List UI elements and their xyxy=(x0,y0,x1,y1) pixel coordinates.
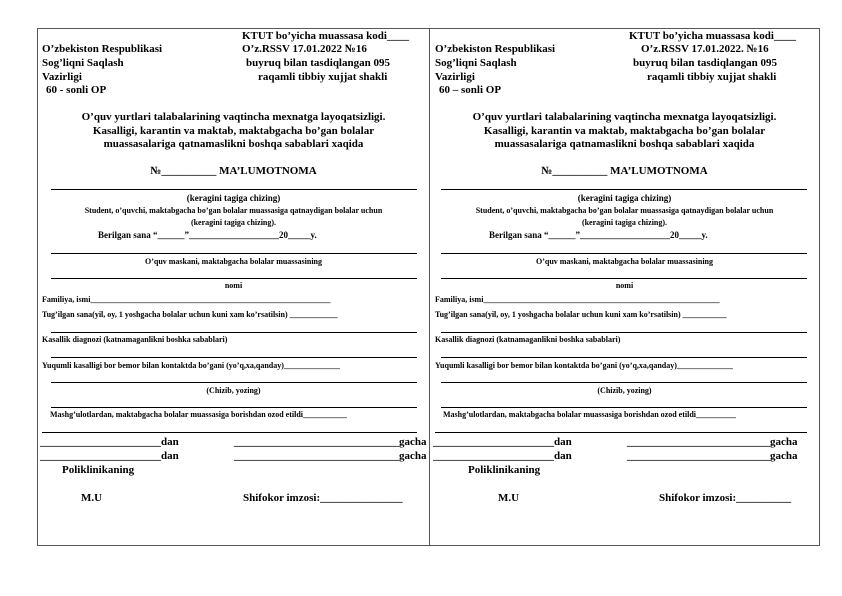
order-line-3: raqamli tibbiy xujjat shakli xyxy=(647,71,777,83)
blank-line xyxy=(441,278,807,279)
panel-divider xyxy=(429,28,430,546)
ktut-code: KTUT bo’yicha muassasa kodi____ xyxy=(629,30,796,42)
period-from-1: ______________________dan xyxy=(433,436,572,448)
name-label: nomi xyxy=(615,281,634,290)
period-from-1: ______________________dan xyxy=(40,436,179,448)
student-line: Student, o’quvchi, maktabgacha bo’gan bolalar muassasiga qatnaydigan bolalar uchun xyxy=(475,206,774,215)
blank-line xyxy=(51,253,417,254)
title-line-3: muassasalariga qatnamaslikni boshqa sabablari xaqida xyxy=(103,138,364,150)
org-line-2: Sog’liqni Saqlash xyxy=(42,57,124,69)
underline-note: (keragini tagiga chizing). xyxy=(581,218,668,227)
clinic-label: Poliklinikaning xyxy=(62,464,135,476)
order-line-2: buyruq bilan tasdiqlangan 095 xyxy=(246,57,390,69)
seal-label: M.U xyxy=(81,492,103,504)
blank-line xyxy=(51,382,417,383)
seal-label: M.U xyxy=(498,492,520,504)
form-panel-left xyxy=(38,28,429,546)
period-to-1: __________________________gacha xyxy=(627,436,798,448)
blank-line xyxy=(42,432,417,433)
blank-line xyxy=(441,189,807,190)
form-number: 60 – sonli OP xyxy=(439,84,502,96)
blank-line xyxy=(441,407,807,408)
period-to-1: ______________________________gacha xyxy=(234,436,427,448)
blank-line xyxy=(51,189,417,190)
release-field: Mashg’ulotlardan, maktabgacha bolalar muassasiga borishdan ozod etildi___________ xyxy=(50,410,348,419)
diagnosis-label: Kasallik diagnozi (katnamaganlikni boshka sabablari) xyxy=(42,335,228,344)
fullname-field: Familiya, ismi____________________________________________________________ xyxy=(42,295,331,304)
blank-line xyxy=(51,278,417,279)
title-line-2: Kasalligi, karantin va maktab, maktabgacha bo’gan bolalar xyxy=(483,125,766,137)
doctor-signature: Shifokor imzosi:_______________ xyxy=(243,492,403,504)
blank-line xyxy=(51,357,417,358)
strike-note: (keragini tagiga chizing) xyxy=(186,193,281,203)
title-line-1: O’quv yurtlari talabalarining vaqtincha mexnatga layoqatsizligi. xyxy=(472,111,777,123)
form-panel-right xyxy=(431,28,822,546)
blank-line xyxy=(441,357,807,358)
contact-field: Yuqumli kasalligi bor bemor bilan kontaktda bo’gani (yo’q,xa,qanday)______________ xyxy=(435,361,733,370)
release-field: Mashg’ulotlardan, maktabgacha bolalar muassasiga borishdan ozod etildi__________ xyxy=(443,410,737,419)
certificate-title: №__________ MA’LUMOTNOMA xyxy=(541,165,708,177)
period-to-2: __________________________gacha xyxy=(627,450,798,462)
strike-note: (keragini tagiga chizing) xyxy=(577,193,672,203)
diagnosis-label: Kasallik diagnozi (katnamaganlikni boshka sabablari) xyxy=(435,335,621,344)
institution-label: O’quv maskani, maktabgacha bolalar muassasining xyxy=(144,257,322,266)
strike-write-note: (Chizib, yozing) xyxy=(597,386,652,395)
blank-line xyxy=(441,253,807,254)
doctor-signature: Shifokor imzosi:__________ xyxy=(659,492,792,504)
order-line-1: O’z.RSSV 17.01.2022 №16 xyxy=(242,43,367,55)
blank-line xyxy=(441,382,807,383)
form-number: 60 - sonli OP xyxy=(46,84,107,96)
order-line-2: buyruq bilan tasdiqlangan 095 xyxy=(633,57,777,69)
period-to-2: ______________________________gacha xyxy=(234,450,427,462)
org-line-1: O’zbekiston Respublikasi xyxy=(42,43,163,55)
org-line-3: Vazirligi xyxy=(435,71,475,83)
period-from-2: ______________________dan xyxy=(40,450,179,462)
student-line: Student, o’quvchi, maktabgacha bo’gan bolalar muassasiga qatnaydigan bolalar uchun xyxy=(84,206,383,215)
blank-line xyxy=(441,332,807,333)
blank-line xyxy=(51,407,417,408)
underline-note: (keragini tagiga chizing). xyxy=(190,218,277,227)
order-line-3: raqamli tibbiy xujjat shakli xyxy=(258,71,388,83)
org-line-1: O’zbekiston Respublikasi xyxy=(435,43,556,55)
period-from-2: ______________________dan xyxy=(433,450,572,462)
institution-label: O’quv maskani, maktabgacha bolalar muassasining xyxy=(535,257,713,266)
birth-date-field: Tug’ilgan sana(yil, oy, 1 yoshgacha bolalar uchun kuni xam ko’rsatilsin) ___________ xyxy=(435,310,727,319)
issued-date: Berilgan sana “______”____________________20_____y. xyxy=(489,230,708,240)
certificate-title: №__________ MA’LUMOTNOMA xyxy=(150,165,317,177)
fullname-field: Familiya, ismi___________________________________________________________ xyxy=(435,295,720,304)
order-line-1: O’z.RSSV 17.01.2022. №16 xyxy=(641,43,769,55)
title-line-1: O’quv yurtlari talabalarining vaqtincha mexnatga layoqatsizligi. xyxy=(81,111,386,123)
ktut-code: KTUT bo’yicha muassasa kodi____ xyxy=(242,30,409,42)
blank-line xyxy=(435,432,807,433)
strike-write-note: (Chizib, yozing) xyxy=(206,386,261,395)
contact-field: Yuqumli kasalligi bor bemor bilan kontaktda bo’gani (yo’q,xa,qanday)______________ xyxy=(42,361,340,370)
issued-date: Berilgan sana “______”____________________20_____y. xyxy=(98,230,317,240)
org-line-3: Vazirligi xyxy=(42,71,82,83)
title-line-3: muassasalariga qatnamaslikni boshqa sabablari xaqida xyxy=(494,138,755,150)
birth-date-field: Tug’ilgan sana(yil, oy, 1 yoshgacha bolalar uchun kuni xam ko’rsatilsin) ____________ xyxy=(42,310,338,319)
title-line-2: Kasalligi, karantin va maktab, maktabgacha bo’gan bolalar xyxy=(92,125,375,137)
name-label: nomi xyxy=(224,281,243,290)
blank-line xyxy=(51,332,417,333)
org-line-2: Sog’liqni Saqlash xyxy=(435,57,517,69)
clinic-label: Poliklinikaning xyxy=(468,464,541,476)
